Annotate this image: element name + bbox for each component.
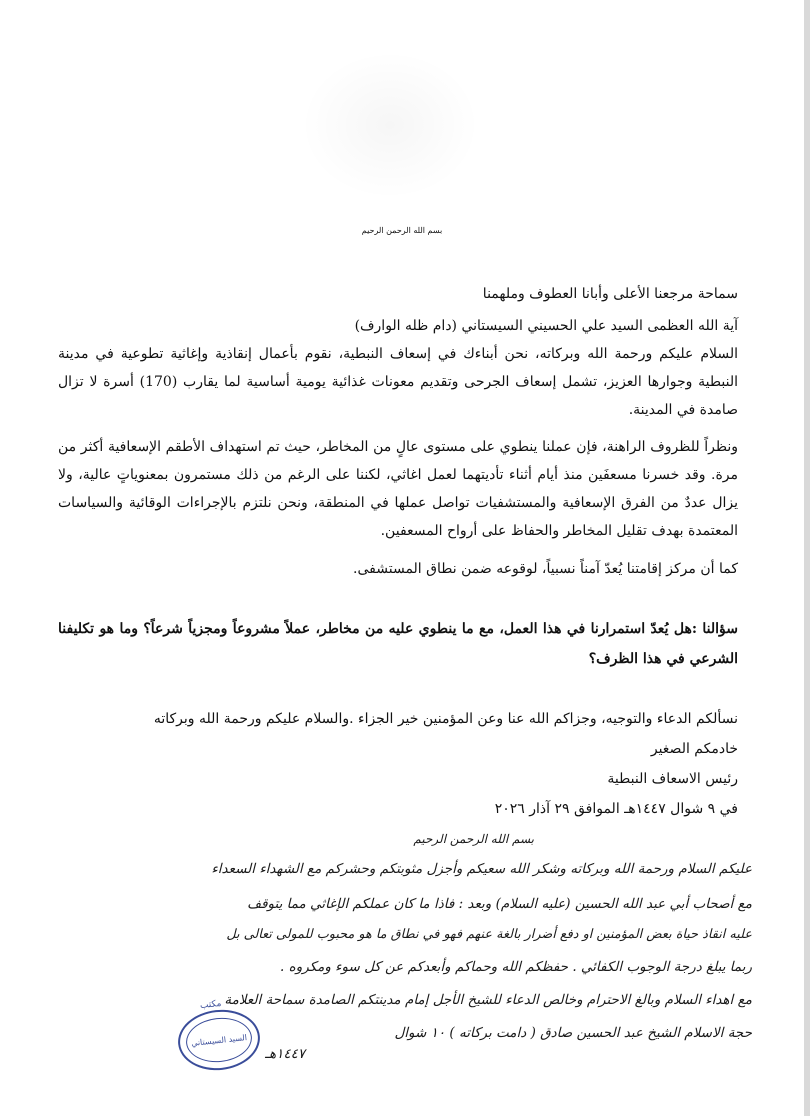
reply-line-4: ربما يبلغ درجة الوجوب الكفائي . حفظكم الله وحماكم وأبعدكم عن كل سوء ومكروه . <box>280 959 752 975</box>
reply-line-3: عليه انقاذ حياة بعض المؤمنين او دفع أضرار بالغة عنهم فهو في نطاق ما هو محبوب للمولى تعالى بل <box>226 927 752 942</box>
letter-date: في ٩ شوال ١٤٤٧هـ الموافق ٢٩ آذار ٢٠٢٦ <box>494 801 738 817</box>
addressee-line: آية الله العظمى السيد علي الحسيني السيستاني (دام ظله الوارف) <box>354 318 738 334</box>
office-seal <box>175 1006 263 1074</box>
signature-title: رئيس الاسعاف النبطية <box>607 771 738 787</box>
paragraph-circumstances: ونظراً للظروف الراهنة، فإن عملنا ينطوي على مستوى عالٍ من المخاطر، حيث تم استهداف الأطقم الإسعافية أكثر من مرة. وقد خسرنا مسعفَين منذ أيام أثناء تأديتهما لعمل اغاثي، لكننا على الرغم من ذلك مستمرون بمعنوياتٍ عالية، ولا يزال عددٌ من الفرق الإسعافية والمستشفيات تواصل عملها في المنطقة، ونحن نلتزم بالإجراءات الوقائية والسياسات المعتمدة بهدف تقليل المخاطر والحفاظ على أرواح المسعفين. <box>58 439 738 539</box>
basmala-heading: بسم الله الرحمن الرحيم <box>361 226 443 235</box>
reply-line-5: مع اهداء السلام وبالغ الاحترام وخالص الدعاء للشيخ الأجل إمام مدينتكم الصامدة سماحة العلامة <box>224 992 752 1008</box>
question-paragraph: سؤالنا :هل يُعدّ استمرارنا في هذا العمل، مع ما ينطوي عليه من مخاطر، عملاً مشروعاً ومجزياً شرعاً؟ وما هو تكليفنا الشرعي في هذا الظرف؟ <box>58 621 738 667</box>
seal-text: السيد السيستاني <box>190 1032 248 1048</box>
reply-year: ١٤٤٧هـ <box>265 1046 306 1062</box>
reply-line-2: مع أصحاب أبي عبد الله الحسين (عليه السلام) وبعد : فاذا ما كان عملكم الإغاثي مما يتوقف <box>247 896 752 912</box>
watermark-emblem <box>300 50 480 200</box>
signature-servant: خادمكم الصغير <box>650 741 738 757</box>
salutation-line: سماحة مرجعنا الأعلى وأبانا العطوف وملهمنا <box>482 286 738 302</box>
reply-line-6: حجة الاسلام الشيخ عبد الحسين صادق ( دامت بركاته ) ١٠ شوال <box>394 1025 752 1041</box>
reply-line-1: عليكم السلام ورحمة الله وبركاته وشكر الله سعيكم وأجزل مثوبتكم وحشركم مع الشهداء السعداء <box>211 861 752 877</box>
paragraph-intro: السلام عليكم ورحمة الله وبركاته، نحن أبناءك في إسعاف النبطية، نقوم بأعمال إنقاذية وإغاثية تطوعية في مدينة النبطية وجوارها العزيز، تشمل إسعاف الجرحى وتقديم معونات غذائية يومية أساسية لما يقارب (170) أسرة لا تزال صامدة في المدينة. <box>58 346 738 418</box>
paragraph-residence: كما أن مركز إقامتنا يُعدّ آمناً نسبياً، لوقوعه ضمن نطاق المستشفى. <box>353 561 738 577</box>
closing-line: نسألكم الدعاء والتوجيه، وجزاكم الله عنا وعن المؤمنين خير الجزاء .والسلام عليكم ورحمة الله وبركاته <box>153 711 738 727</box>
stamp-header: مكتب <box>199 998 222 1012</box>
reply-basmala: بسم الله الرحمن الرحيم <box>413 832 534 846</box>
